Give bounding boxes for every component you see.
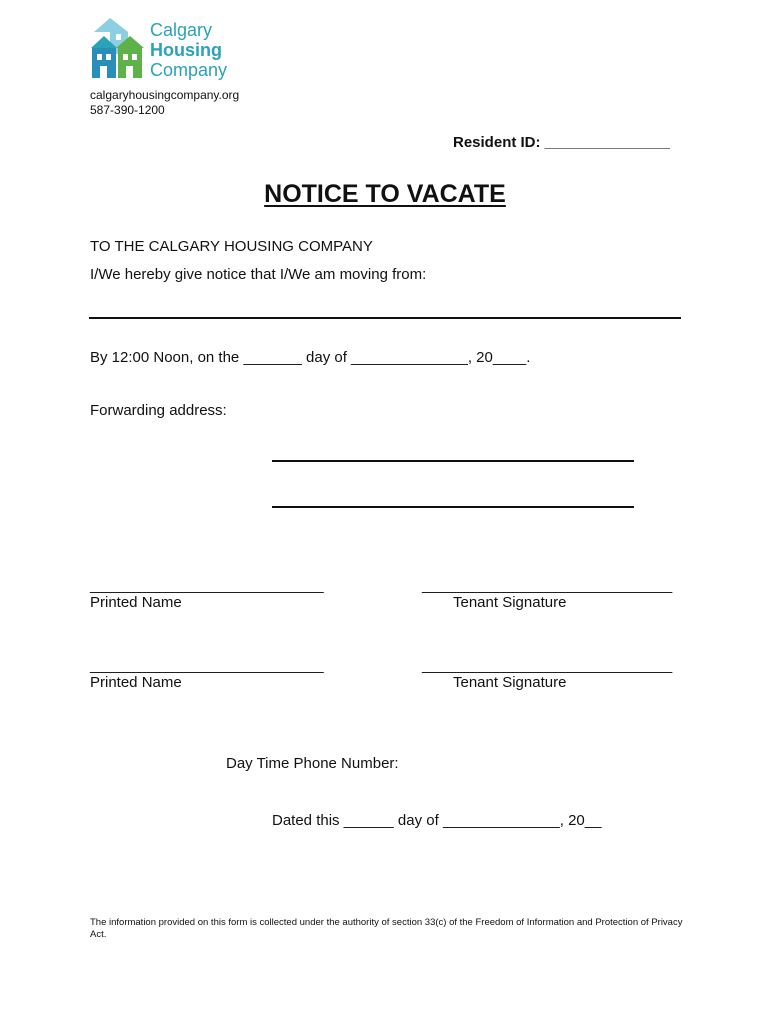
logo-line-3: Company [150,60,228,80]
addressee-text: TO THE CALGARY HOUSING COMPANY [90,238,373,255]
phone-number-label[interactable]: Day Time Phone Number: [226,755,399,772]
logo-line-2: Housing [150,40,222,60]
printed-name-label-2: Printed Name [90,674,182,691]
tenant-signature-label-1: Tenant Signature [453,594,567,611]
forwarding-line-1[interactable] [272,460,634,462]
move-date-line[interactable]: By 12:00 Noon, on the _______ day of ______________, 20____. [90,349,531,366]
tenant-signature-line-2[interactable]: ______________________________ [422,657,673,674]
forwarding-line-2[interactable] [272,506,634,508]
houses-logo-icon [88,14,150,82]
moving-from-line[interactable] [89,317,681,319]
printed-name-label-1: Printed Name [90,594,182,611]
printed-name-line-1[interactable]: ____________________________ [90,577,324,594]
intro-text: I/We hereby give notice that I/We am moving from: [90,266,427,283]
phone-text: 587-390-1200 [90,103,165,117]
document-title [0,180,770,209]
title-text: NOTICE TO VACATE [264,180,506,208]
tenant-signature-label-2: Tenant Signature [453,674,567,691]
printed-name-line-2[interactable]: ____________________________ [90,657,324,674]
dated-line[interactable]: Dated this ______ day of ______________, 20__ [272,812,602,829]
resident-id-field[interactable]: Resident ID: _______________ [453,134,670,151]
website-text: calgaryhousingcompany.org [90,88,240,102]
logo-line-1: Calgary [150,20,213,40]
privacy-footnote: The information provided on this form is collected under the authority of section 33(c) of the Freedom of Information and Protection of Privacy Act. [90,917,683,940]
logo-wordmark [150,20,227,80]
contact-info [90,88,239,118]
tenant-signature-line-1[interactable]: ______________________________ [422,577,673,594]
forwarding-label: Forwarding address: [90,402,227,419]
